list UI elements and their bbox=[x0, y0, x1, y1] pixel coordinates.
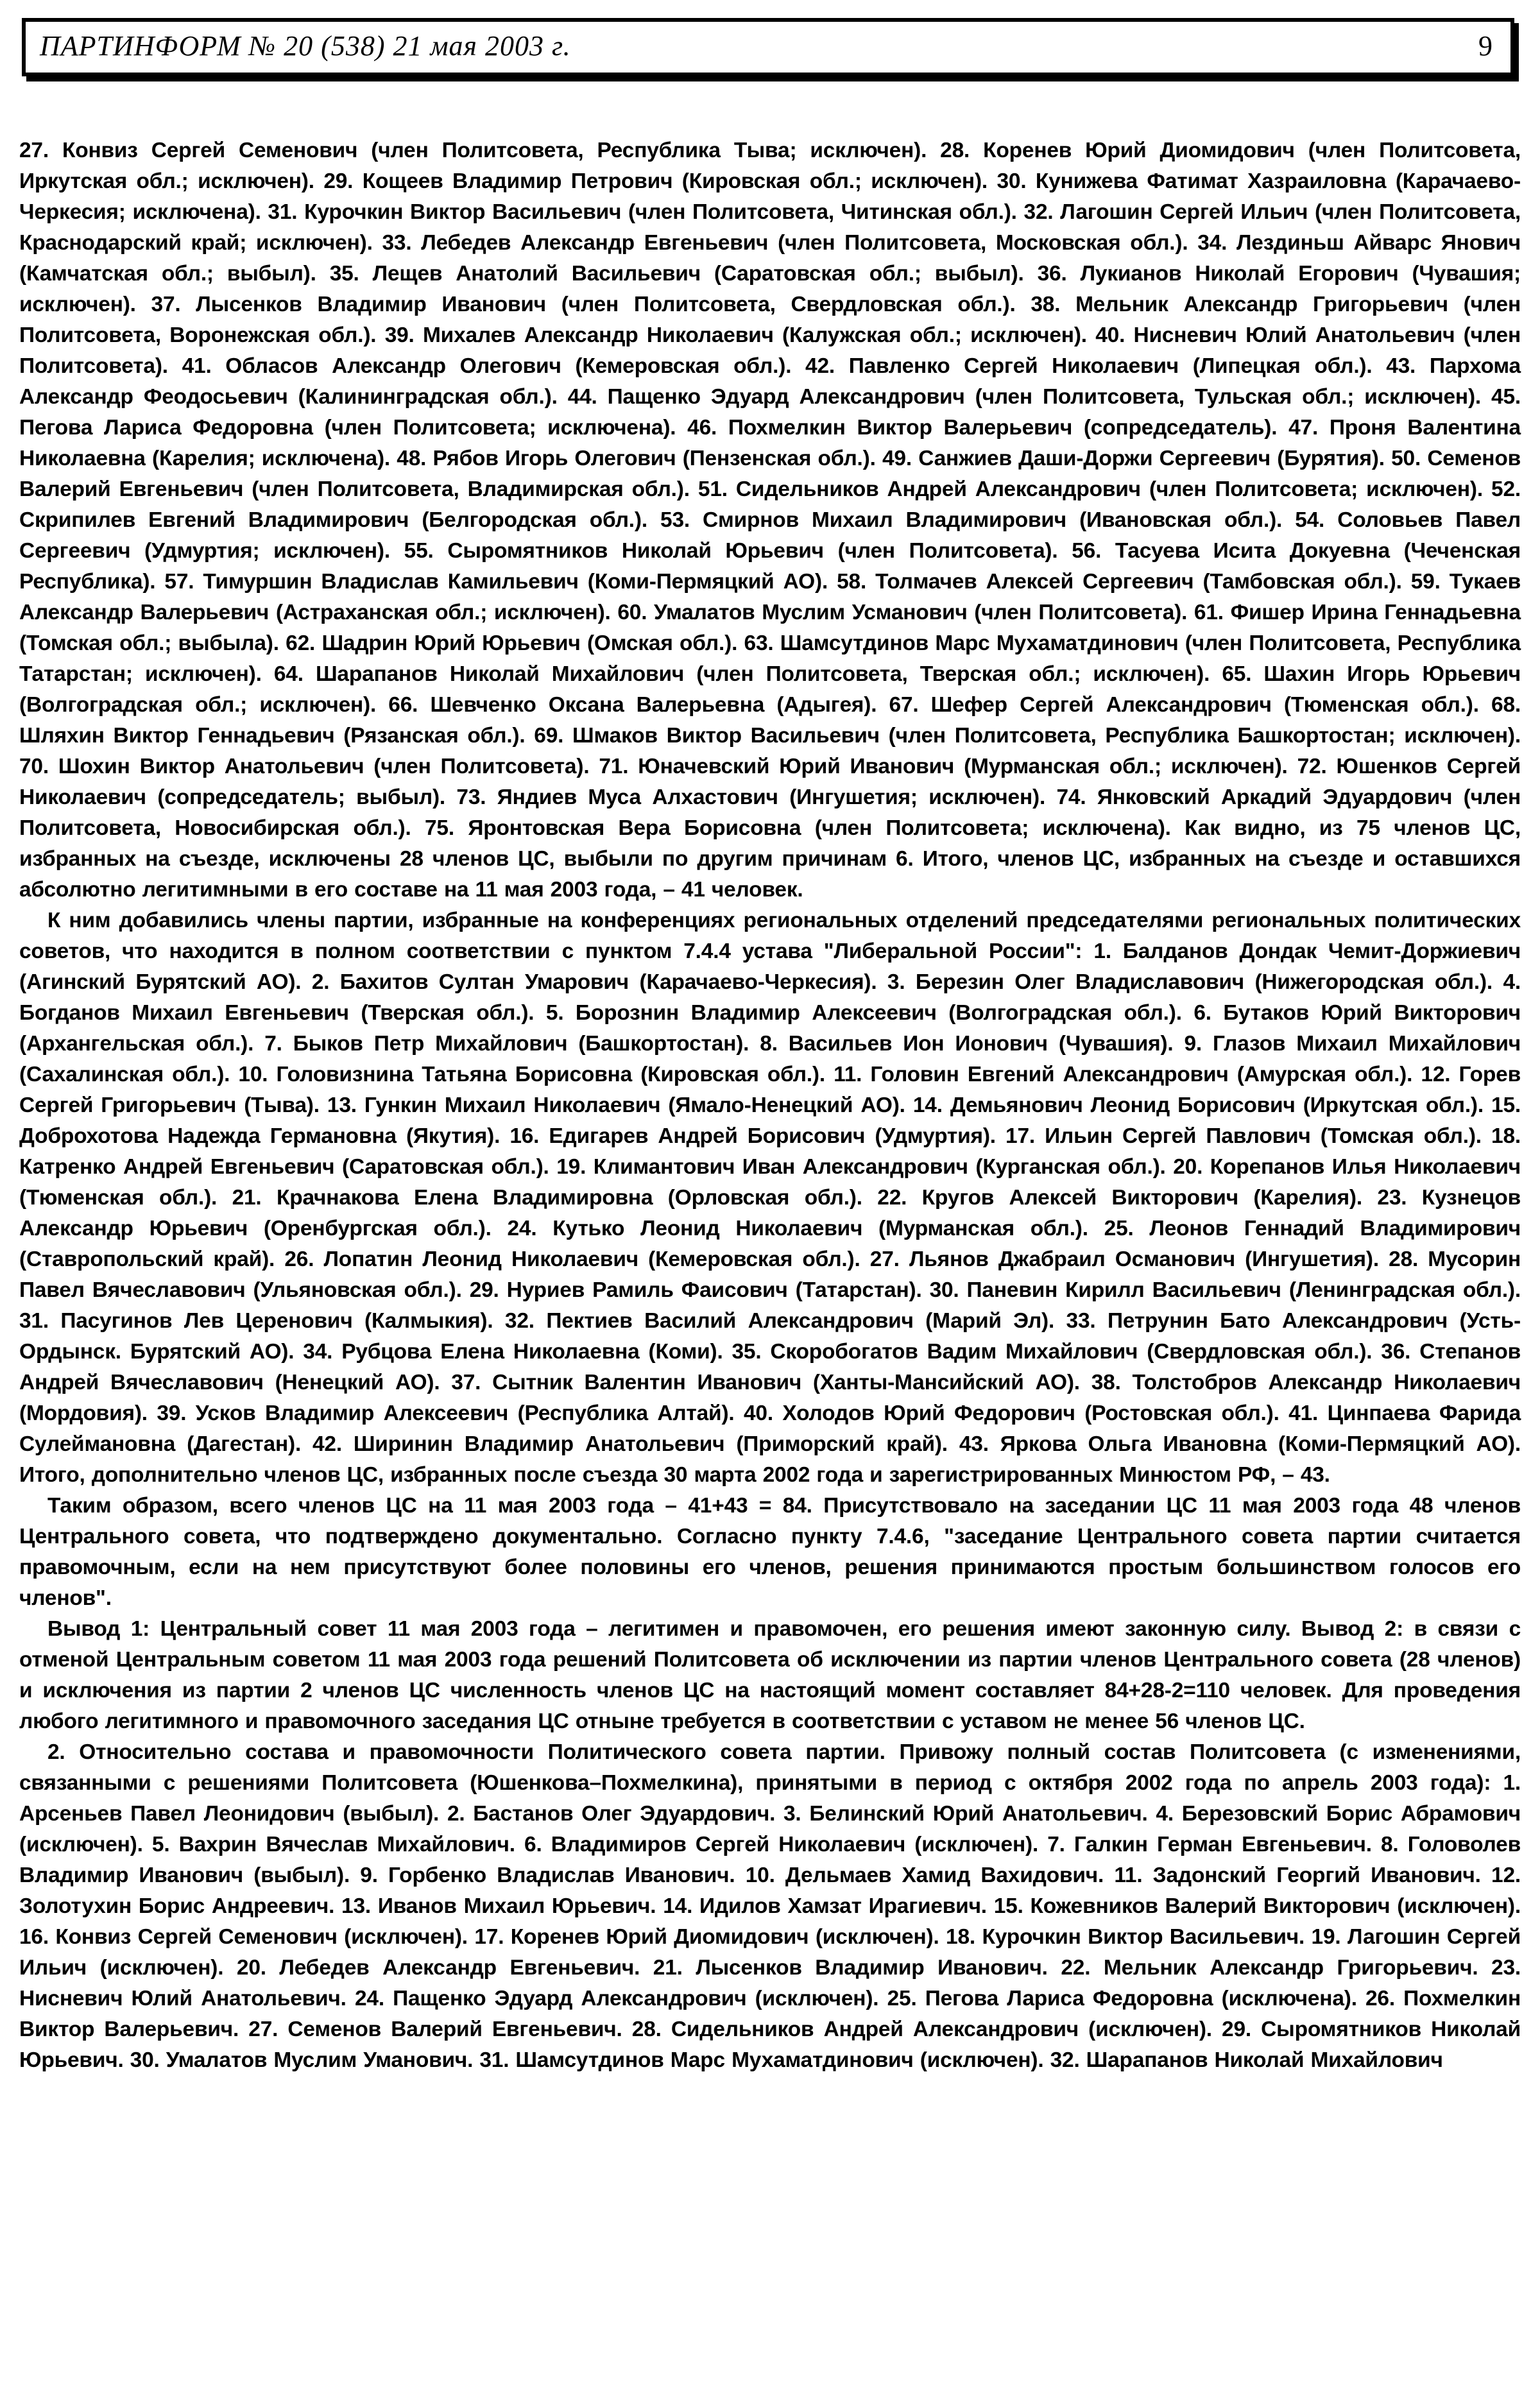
paragraph-politsovet-composition: 2. Относительно состава и правомочности Политического совета партии. Привожу полный состав Политсовета (с изменениями, связанными с решениями Политсовета (Юшенкова–Похмелкина), принятыми в период с октября 2002 года по апрель 2003 года): 1. Арсеньев Павел Леонидович (выбыл). 2. Бастанов Олег Эдуардович. 3. Белинский Юрий Анатольевич. 4. Березовский Борис Абрамович (исключен). 5. Вахрин Вячеслав Михайлович. 6. Владимиров Сергей Николаевич (исключен). 7. Галкин Герман Евгеньевич. 8. Головолев Владимир Иванович (выбыл). 9. Горбенко Владислав Иванович. 10. Дельмаев Хамид Вахидович. 11. Задонский Георгий Иванович. 12. Золотухин Борис Андреевич. 13. Иванов Михаил Юрьевич. 14. Идилов Хамзат Ирагиевич. 15. Кожевников Валерий Викторович (исключен). 16. Конвиз Сергей Семенович (исключен). 17. Коренев Юрий Диомидович (исключен). 18. Курочкин Виктор Васильевич. 19. Лагошин Сергей Ильич (исключен). 20. Лебедев Александр Евгеньевич. 21. Лысенков Владимир Иванович. 22. Мельник Александр Григорьевич. 23. Нисневич Юлий Анатольевич. 24. Пащенко Эдуард Александрович (исключен). 25. Пегова Лариса Федоровна (исключена). 26. Похмелкин Виктор Валерьевич. 27. Семенов Валерий Евгеньевич. 28. Сидельников Андрей Александрович (исключен). 29. Сыромятников Николай Юрьевич. 30. Умалатов Муслим Уманович. 31. Шамсутдинов Марс Мухаматдинович (исключен). 32. Шарапанов Николай Михайлович bbox=[19, 1740, 1521, 2072]
paragraph-quorum-calculation: Таким образом, всего членов ЦС на 11 мая 2003 года – 41+43 = 84. Присутствовало на заседании ЦС 11 мая 2003 года 48 членов Центрального совета, что подтверждено документально. Согласно пункту 7.4.6, "заседание Центрального совета партии считается правомочным, если на нем присутствуют более половины его членов, решения принимаются простым большинством голосов его членов". bbox=[19, 1494, 1521, 1610]
page-number: 9 bbox=[1478, 30, 1493, 62]
article-body bbox=[19, 135, 1521, 2076]
paragraph-central-council-members-list: 27. Конвиз Сергей Семенович (член Политсовета, Республика Тыва; исключен). 28. Коренев Юрий Диомидович (член Политсовета, Иркутская обл.; исключен). 29. Кощеев Владимир Петрович (Кировская обл.; исключен). 30. Кунижева Фатимат Хазраиловна (Карачаево-Черкесия; исключена). 31. Курочкин Виктор Васильевич (член Политсовета, Читинская обл.). 32. Лагошин Сергей Ильич (член Политсовета, Краснодарский край; исключен). 33. Лебедев Александр Евгеньевич (член Политсовета, Московская обл.). 34. Лездиньш Айварс Янович (Камчатская обл.; выбыл). 35. Лещев Анатолий Васильевич (Саратовская обл.; выбыл). 36. Лукианов Николай Егорович (Чувашия; исключен). 37. Лысенков Владимир Иванович (член Политсовета, Свердловская обл.). 38. Мельник Александр Григорьевич (член Политсовета, Воронежская обл.). 39. Михалев Александр Николаевич (Калужская обл.; исключен). 40. Нисневич Юлий Анатольевич (член Политсовета). 41. Обласов Александр Олегович (Кемеровская обл.). 42. Павленко Сергей Николаевич (Липецкая обл.). 43. Пархома Александр Феодосьевич (Калининградская обл.). 44. Пащенко Эдуард Александрович (член Политсовета, Тульская обл.; исключен). 45. Пегова Лариса Федоровна (член Политсовета; исключена). 46. Похмелкин Виктор Валерьевич (сопредседатель). 47. Проня Валентина Николаевна (Карелия; исключена). 48. Рябов Игорь Олегович (Пензенская обл.). 49. Санжиев Даши-Доржи Сергеевич (Бурятия). 50. Семенов Валерий Евгеньевич (член Политсовета, Владимирская обл.). 51. Сидельников Андрей Александрович (член Политсовета; исключен). 52. Скрипилев Евгений Владимирович (Белгородская обл.). 53. Смирнов Михаил Владимирович (Ивановская обл.). 54. Соловьев Павел Сергеевич (Удмуртия; исключен). 55. Сыромятников Николай Юрьевич (член Политсовета). 56. Тасуева Исита Докуевна (Чеченская Республика). 57. Тимуршин Владислав Камильевич (Коми-Пермяцкий АО). 58. Толмачев Алексей Сергеевич (Тамбовская обл.). 59. Тукаев Александр Валерьевич (Астраханская обл.; исключен). 60. Умалатов Муслим Усманович (член Политсовета). 61. Фишер Ирина Геннадьевна (Томская обл.; выбыла). 62. Шадрин Юрий Юрьевич (Омская обл.). 63. Шамсутдинов Марс Мухаматдинович (член Политсовета, Республика Татарстан; исключен). 64. Шарапанов Николай Михайлович (член Политсовета, Тверская обл.; исключен). 65. Шахин Игорь Юрьевич (Волгоградская обл.; исключен). 66. Шевченко Оксана Валерьевна (Адыгея). 67. Шефер Сергей Александрович (Тюменская обл.). 68. Шляхин Виктор Геннадьевич (Рязанская обл.). 69. Шмаков Виктор Васильевич (член Политсовета, Республика Башкортостан; исключен). 70. Шохин Виктор Анатольевич (член Политсовета). 71. Юначевский Юрий Иванович (Мурманская обл.; исключен). 72. Юшенков Сергей Николаевич (сопредседатель; выбыл). 73. Яндиев Муса Алхастович (Ингушетия; исключен). 74. Янковский Аркадий Эдуардович (член Политсовета, Новосибирская обл.). 75. Яронтовская Вера Борисовна (член Политсовета; исключена). Как видно, из 75 членов ЦС, избранных на съезде, исключены 28 членов ЦС, выбыли по другим причинам 6. Итого, членов ЦС, избранных на съезде и оставшихся абсолютно легитимными в его составе на 11 мая 2003 года, – 41 человек. bbox=[19, 139, 1521, 902]
paragraph-regional-chairs-list: К ним добавились члены партии, избранные на конференциях региональных отделений председателями региональных политических советов, что находится в полном соответствии с пунктом 7.4.4 устава "Либеральной России": 1. Балданов Дондак Чемит-Доржиевич (Агинский Бурятский АО). 2. Бахитов Султан Умарович (Карачаево-Черкесия). 3. Березин Олег Владиславович (Нижегородская обл.). 4. Богданов Михаил Евгеньевич (Тверская обл.). 5. Борознин Владимир Алексеевич (Волгоградская обл.). 6. Бутаков Юрий Викторович (Архангельская обл.). 7. Быков Петр Михайлович (Башкортостан). 8. Васильев Ион Ионович (Чувашия). 9. Глазов Михаил Михайлович (Сахалинская обл.). 10. Головизнина Татьяна Борисовна (Кировская обл.). 11. Головин Евгений Александрович (Амурская обл.). 12. Горев Сергей Григорьевич (Тыва). 13. Гункин Михаил Николаевич (Ямало-Ненецкий АО). 14. Демьянович Леонид Борисович (Иркутская обл.). 15. Доброхотова Надежда Германовна (Якутия). 16. Едигарев Андрей Борисович (Удмуртия). 17. Ильин Сергей Павлович (Томская обл.). 18. Катренко Андрей Евгеньевич (Саратовская обл.). 19. Климантович Иван Александрович (Курганская обл.). 20. Корепанов Илья Николаевич (Тюменская обл.). 21. Крачнакова Елена Владимировна (Орловская обл.). 22. Кругов Алексей Викторович (Карелия). 23. Кузнецов Александр Юрьевич (Оренбургская обл.). 24. Кутько Леонид Николаевич (Мурманская обл.). 25. Леонов Геннадий Владимирович (Ставропольский край). 26. Лопатин Леонид Николаевич (Кемеровская обл.). 27. Льянов Джабраил Османович (Ингушетия). 28. Мусорин Павел Вячеславович (Ульяновская обл.). 29. Нуриев Рамиль Фаисович (Татарстан). 30. Паневин Кирилл Васильевич (Ленинградская обл.). 31. Пасугинов Лев Церенович (Калмыкия). 32. Пектиев Василий Александрович (Марий Эл). 33. Петрунин Бато Александрович (Усть-Ордынск. Бурятский АО). 34. Рубцова Елена Николаевна (Коми). 35. Скоробогатов Вадим Михайлович (Свердловская обл.). 36. Степанов Андрей Вячеславович (Ненецкий АО). 37. Сытник Валентин Иванович (Ханты-Мансийский АО). 38. Толстобров Александр Николаевич (Мордовия). 39. Усков Владимир Алексеевич (Республика Алтай). 40. Холодов Юрий Федорович (Ростовская обл.). 41. Цинпаева Фарида Сулеймановна (Дагестан). 42. Ширинин Владимир Анатольевич (Приморский край). 43. Яркова Ольга Ивановна (Коми-Пермяцкий АО). Итого, дополнительно членов ЦС, избранных после съезда 30 марта 2002 года и зарегистрированных Минюстом РФ, – 43. bbox=[19, 909, 1521, 1487]
page-header bbox=[22, 18, 1514, 76]
newsletter-title: ПАРТИНФОРМ № 20 (538) 21 мая 2003 г. bbox=[40, 30, 571, 62]
paragraph-conclusions: Вывод 1: Центральный совет 11 мая 2003 года – легитимен и правомочен, его решения имеют законную силу. Вывод 2: в связи с отменой Центральным советом 11 мая 2003 года решений Политсовета об исключении из партии членов Центрального совета (28 членов) и исключения из партии 2 членов ЦС численность членов ЦС на настоящий момент составляет 84+28-2=110 человек. Для проведения любого легитимного и правомочного заседания ЦС отныне требуется в соответствии с уставом не менее 56 членов ЦС. bbox=[19, 1617, 1521, 1733]
